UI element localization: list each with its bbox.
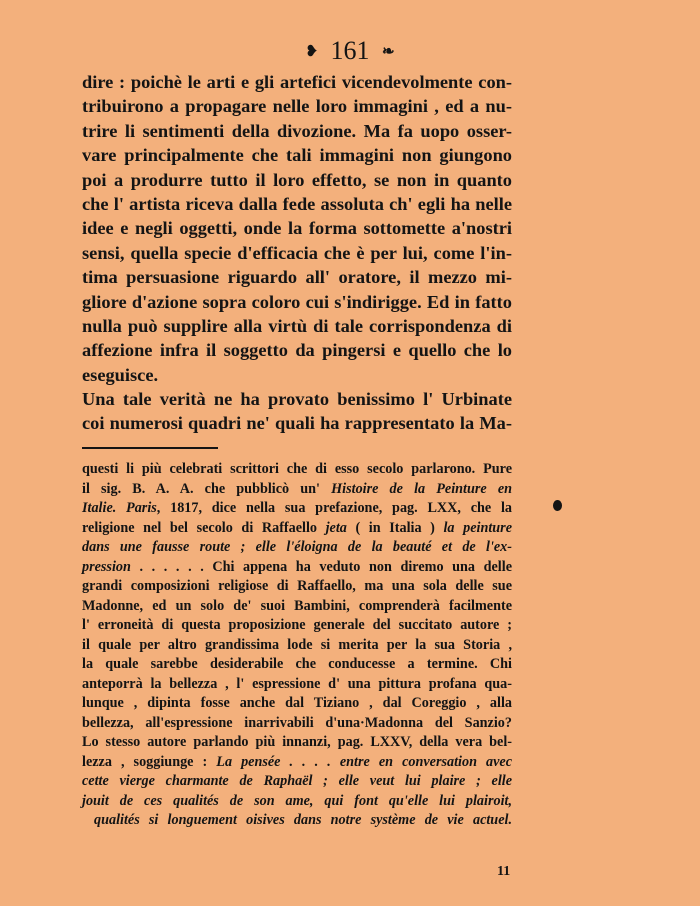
text-line: eseguisce.	[82, 364, 159, 385]
footnote-text: lunque , dipinta fosse anche dal Tiziano , dal Coreggio , alla	[82, 695, 512, 711]
text-line: affezione infra il soggetto da pingersi e quello che lo	[82, 340, 512, 361]
text-line: sensi, quella specie d'efficacia che è per lui, come l'in-	[82, 242, 512, 263]
left-ornament-icon: ❥	[305, 44, 318, 60]
footnote-italic-text: cette vierge charmante de Raphaël ; elle veut lui plaire ; elle	[82, 773, 512, 789]
footnote-text: il sig. B. A. A. che pubblicò un'	[82, 480, 332, 497]
footnote-text: religione nel bel secolo di Raffaello	[82, 519, 326, 536]
footnote-text: ( in Italia )	[346, 519, 444, 536]
footnote-text: anteporrà la bellezza , l' espressione d' una pittura profana qua-	[82, 675, 512, 692]
footnote-text: Madonne, ed un solo de' suoi Bambini, comprenderà facilmente	[82, 597, 512, 614]
footnote-text: lezza , soggiunge :	[82, 753, 217, 770]
footnote-italic-text: jouit de ces qualités de son ame, qui font qu'elle lui plairoit,	[82, 792, 512, 809]
footnote-line	[82, 675, 512, 695]
footnote-line	[82, 538, 512, 558]
text-line: idee e negli oggetti, onde la forma sottomette a'nostri	[82, 218, 512, 239]
footnote-italic-text: la peinture	[443, 519, 512, 536]
footnote-line	[82, 792, 512, 812]
footnote-text: , 1817, dice nella sua prefazione, pag. LXX, che la	[156, 500, 512, 516]
text-line: coi numerosi quadri ne' quali ha rappresentato la Ma-	[82, 413, 512, 434]
text-line: Una tale verità ne ha provato benissimo l' Urbinate	[82, 389, 512, 410]
page-header	[0, 36, 700, 67]
footnote-line	[82, 480, 512, 500]
footnote-rule	[82, 447, 218, 449]
text-line: trire li sentimenti della divozione. Ma fa uopo osser-	[82, 120, 512, 141]
footnotes	[82, 460, 512, 831]
footnote-text: l' erroneità di questa proposizione generale del succitato autore ;	[82, 617, 512, 633]
footnote-italic-text: qualités si longuement oisives dans notre système de vie actuel.	[94, 812, 512, 828]
main-text	[82, 70, 512, 436]
right-ornament-icon: ❧	[382, 44, 395, 60]
footnote-italic-text: pression	[82, 558, 131, 575]
text-line: gliore d'azione sopra coloro cui s'indirigge. Ed in fatto	[82, 291, 512, 312]
footnote-line	[82, 636, 512, 656]
signature-mark: 11	[497, 864, 511, 879]
footnote-text: . . . . . . Chi appena ha veduto non diremo una delle	[130, 558, 512, 575]
footnote-line	[82, 519, 512, 539]
text-line: tribuirono a propagare nelle loro immagini , ed a nu-	[82, 96, 512, 117]
text-line: tima persuasione riguardo all' oratore, il mezzo mi-	[82, 267, 512, 288]
footnote-line	[82, 577, 512, 597]
text-line: poi a produrre tutto il loro effetto, se non in quanto	[82, 169, 512, 190]
footnote-line	[82, 811, 512, 831]
text-line: vare principalmente che tali immagini non giungono	[82, 145, 512, 166]
footnote-text: il quale per altro grandissima lode si merita per la sua Storia ,	[82, 636, 512, 653]
footnote-italic-text: dans une fausse route ; elle l'éloigna de la beauté et de l'ex-	[82, 539, 512, 555]
footnote-line	[82, 753, 512, 773]
footnote-line	[82, 597, 512, 617]
footnote-line	[82, 616, 512, 636]
footnote-italic-text: Histoire de la Peinture en	[331, 480, 513, 497]
footnote-italic-text: jeta	[325, 519, 347, 536]
footnote-line	[82, 558, 512, 578]
footnote-text: grandi composizioni religiose di Raffaello, ma una sola delle sue	[82, 578, 512, 594]
text-line: dire : poichè le arti e gli artefici vicendevolmente con-	[82, 72, 512, 92]
ink-blot	[553, 500, 562, 511]
footnote-italic-text: Italie. Paris	[82, 500, 157, 516]
footnote-text: questi li più celebrati scrittori che di esso secolo parlarono. Pure	[82, 461, 512, 477]
text-line: nulla può supplire alla virtù di tale corrispondenza di	[82, 315, 512, 336]
footnote-line	[82, 460, 512, 480]
footnote-italic-text: La pensée . . . . entre en conversation avec	[216, 753, 512, 770]
footnote-line	[82, 733, 512, 753]
footnote-line	[82, 655, 512, 675]
footnote-line	[82, 499, 512, 519]
footnote-text: Lo stesso autore parlando più innanzi, pag. LXXV, della vera bel-	[82, 734, 512, 750]
footnote-line	[82, 772, 512, 792]
page-number: 161	[330, 36, 370, 65]
footnote-text: la quale sarebbe desiderabile che conducesse a termine. Chi	[82, 656, 512, 672]
footnote-line	[82, 694, 512, 714]
footnote-text: bellezza, all'espressione inarrivabili d'una·Madonna del Sanzio?	[82, 714, 512, 731]
text-line: che l' artista riceva dalla fede assoluta ch' egli ha nelle	[82, 193, 512, 214]
footnote-line	[82, 714, 512, 734]
